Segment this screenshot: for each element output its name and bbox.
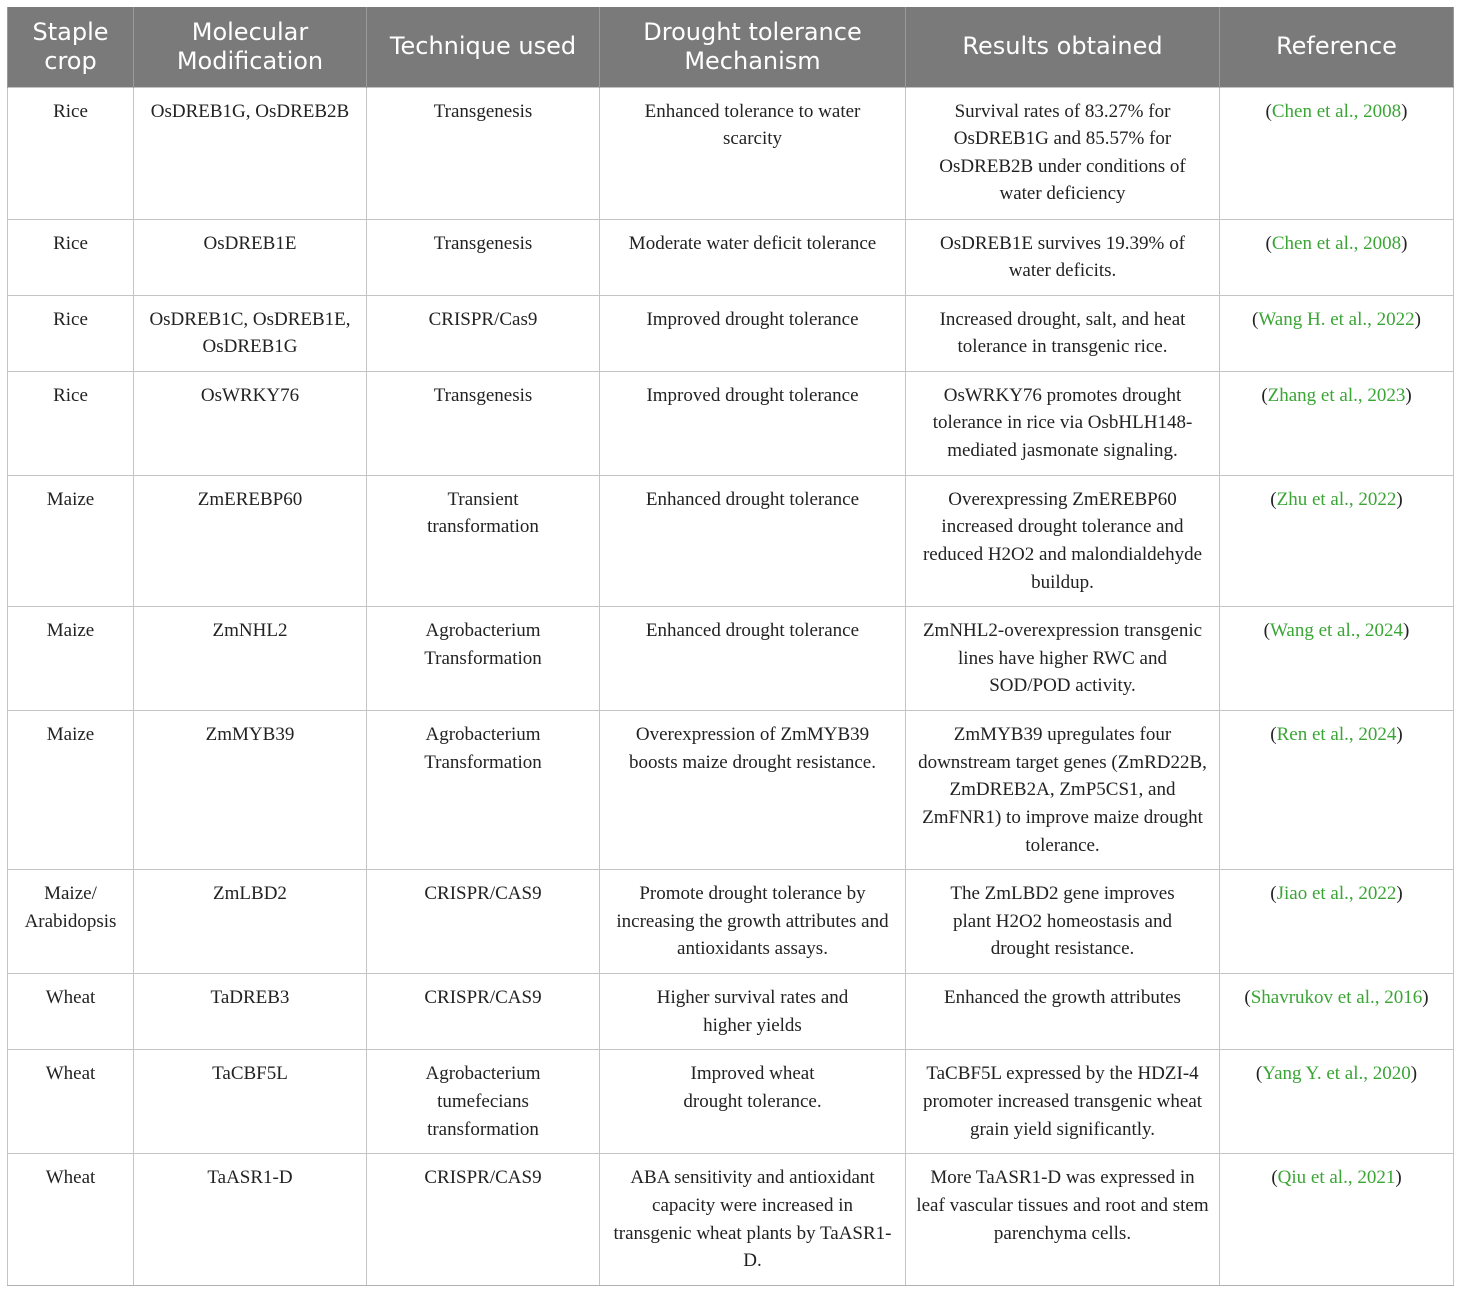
- table-row: [8, 711, 1454, 870]
- table-row: [8, 1050, 1454, 1154]
- cell-reference: (Zhu et al., 2022): [1220, 475, 1454, 606]
- cell-technique: Transient transformation: [367, 475, 600, 606]
- cell-crop: Rice: [8, 295, 134, 371]
- cell-results: OsWRKY76 promotes drought tolerance in rice via OsbHLH148-mediated jasmonate signaling.: [906, 371, 1220, 475]
- cell-crop: Wheat: [8, 1050, 134, 1154]
- cell-modification: TaASR1-D: [134, 1154, 367, 1285]
- cell-reference: (Wang H. et al., 2022): [1220, 295, 1454, 371]
- table-row: [8, 87, 1454, 219]
- table-row: [8, 295, 1454, 371]
- cell-results: Enhanced the growth attributes: [906, 974, 1220, 1050]
- cell-crop: Rice: [8, 371, 134, 475]
- cell-mechanism: ABA sensitivity and antioxidant capacity were increased in transgenic wheat plants by TaASR1-D.: [600, 1154, 906, 1285]
- reference-link[interactable]: Chen et al., 2008: [1271, 232, 1402, 254]
- table-row: [8, 607, 1454, 711]
- cell-technique: Transgenesis: [367, 87, 600, 219]
- cell-technique: CRISPR/Cas9: [367, 295, 600, 371]
- table-row: [8, 219, 1454, 295]
- cell-results: ZmNHL2-overexpression transgenic lines have higher RWC and SOD/POD activity.: [906, 607, 1220, 711]
- cell-crop: Rice: [8, 87, 134, 219]
- cell-reference: (Ren et al., 2024): [1220, 711, 1454, 870]
- header-results-obtained: Results obtained: [906, 7, 1220, 87]
- header-row: [8, 7, 1454, 87]
- reference-link[interactable]: Jiao et al., 2022: [1276, 883, 1397, 905]
- table-row: [8, 870, 1454, 974]
- cell-reference: (Shavrukov et al., 2016): [1220, 974, 1454, 1050]
- cell-technique: Transgenesis: [367, 219, 600, 295]
- cell-technique: CRISPR/CAS9: [367, 870, 600, 974]
- cell-reference: (Chen et al., 2008): [1220, 87, 1454, 219]
- cell-modification: TaCBF5L: [134, 1050, 367, 1154]
- cell-modification: ZmLBD2: [134, 870, 367, 974]
- reference-link[interactable]: Wang H. et al., 2022: [1258, 308, 1415, 330]
- cell-technique: CRISPR/CAS9: [367, 1154, 600, 1285]
- cell-reference: (Qiu et al., 2021): [1220, 1154, 1454, 1285]
- cell-crop: Maize: [8, 607, 134, 711]
- cell-modification: OsDREB1C, OsDREB1E, OsDREB1G: [134, 295, 367, 371]
- cell-modification: OsWRKY76: [134, 371, 367, 475]
- cell-mechanism: Promote drought tolerance by increasing the growth attributes and antioxidants assays.: [600, 870, 906, 974]
- header-molecular-modification: Molecular Modification: [134, 7, 367, 87]
- cell-results: OsDREB1E survives 19.39% of water deficits.: [906, 219, 1220, 295]
- cell-results: More TaASR1-D was expressed in leaf vascular tissues and root and stem parenchyma cells.: [906, 1154, 1220, 1285]
- cell-crop: Rice: [8, 219, 134, 295]
- cell-modification: ZmNHL2: [134, 607, 367, 711]
- table-row: [8, 475, 1454, 606]
- reference-link[interactable]: Chen et al., 2008: [1271, 100, 1402, 122]
- cell-modification: TaDREB3: [134, 974, 367, 1050]
- cell-reference: (Zhang et al., 2023): [1220, 371, 1454, 475]
- cell-modification: ZmEREBP60: [134, 475, 367, 606]
- cell-technique: Transgenesis: [367, 371, 600, 475]
- cell-mechanism: Enhanced drought tolerance: [600, 607, 906, 711]
- cell-reference: (Jiao et al., 2022): [1220, 870, 1454, 974]
- cell-crop: Wheat: [8, 1154, 134, 1285]
- cell-modification: OsDREB1G, OsDREB2B: [134, 87, 367, 219]
- cell-results: Overexpressing ZmEREBP60 increased drought tolerance and reduced H2O2 and malondialdehyde buildup.: [906, 475, 1220, 606]
- cell-results: Increased drought, salt, and heat tolerance in transgenic rice.: [906, 295, 1220, 371]
- reference-link[interactable]: Yang Y. et al., 2020: [1262, 1063, 1411, 1085]
- cell-crop: Maize/ Arabidopsis: [8, 870, 134, 974]
- cell-mechanism: Improved wheat drought tolerance.: [600, 1050, 906, 1154]
- drought-tolerance-table: [7, 7, 1454, 1286]
- cell-technique: Agrobacterium Transformation: [367, 607, 600, 711]
- reference-link[interactable]: Zhang et al., 2023: [1267, 384, 1406, 406]
- cell-crop: Maize: [8, 711, 134, 870]
- cell-results: Survival rates of 83.27% for OsDREB1G and 85.57% for OsDREB2B under conditions of water deficiency: [906, 87, 1220, 219]
- table-row: [8, 974, 1454, 1050]
- cell-modification: ZmMYB39: [134, 711, 367, 870]
- reference-link[interactable]: Shavrukov et al., 2016: [1250, 987, 1423, 1009]
- reference-link[interactable]: Zhu et al., 2022: [1276, 488, 1397, 510]
- cell-crop: Wheat: [8, 974, 134, 1050]
- cell-technique: Agrobacterium Transformation: [367, 711, 600, 870]
- table-body: [8, 87, 1454, 1285]
- header-reference: Reference: [1220, 7, 1454, 87]
- cell-mechanism: Moderate water deficit tolerance: [600, 219, 906, 295]
- table-header: [8, 7, 1454, 87]
- header-technique-used: Technique used: [367, 7, 600, 87]
- reference-link[interactable]: Wang et al., 2024: [1269, 620, 1404, 642]
- cell-mechanism: Improved drought tolerance: [600, 371, 906, 475]
- header-staple-crop: Staple crop: [8, 7, 134, 87]
- cell-reference: (Chen et al., 2008): [1220, 219, 1454, 295]
- cell-results: TaCBF5L expressed by the HDZI-4 promoter increased transgenic wheat grain yield significantly.: [906, 1050, 1220, 1154]
- cell-mechanism: Overexpression of ZmMYB39 boosts maize drought resistance.: [600, 711, 906, 870]
- cell-results: ZmMYB39 upregulates four downstream target genes (ZmRD22B, ZmDREB2A, ZmP5CS1, and ZmFNR1) to improve maize drought tolerance.: [906, 711, 1220, 870]
- cell-mechanism: Higher survival rates and higher yields: [600, 974, 906, 1050]
- table-row: [8, 371, 1454, 475]
- cell-crop: Maize: [8, 475, 134, 606]
- cell-technique: CRISPR/CAS9: [367, 974, 600, 1050]
- reference-link[interactable]: Qiu et al., 2021: [1277, 1167, 1396, 1189]
- cell-technique: Agrobacterium tumefecians transformation: [367, 1050, 600, 1154]
- cell-mechanism: Enhanced tolerance to water scarcity: [600, 87, 906, 219]
- table-row: [8, 1154, 1454, 1285]
- cell-results: The ZmLBD2 gene improves plant H2O2 homeostasis and drought resistance.: [906, 870, 1220, 974]
- cell-reference: (Wang et al., 2024): [1220, 607, 1454, 711]
- cell-reference: (Yang Y. et al., 2020): [1220, 1050, 1454, 1154]
- cell-modification: OsDREB1E: [134, 219, 367, 295]
- header-drought-tolerance-mechanism: Drought tolerance Mechanism: [600, 7, 906, 87]
- reference-link[interactable]: Ren et al., 2024: [1276, 724, 1397, 746]
- cell-mechanism: Improved drought tolerance: [600, 295, 906, 371]
- cell-mechanism: Enhanced drought tolerance: [600, 475, 906, 606]
